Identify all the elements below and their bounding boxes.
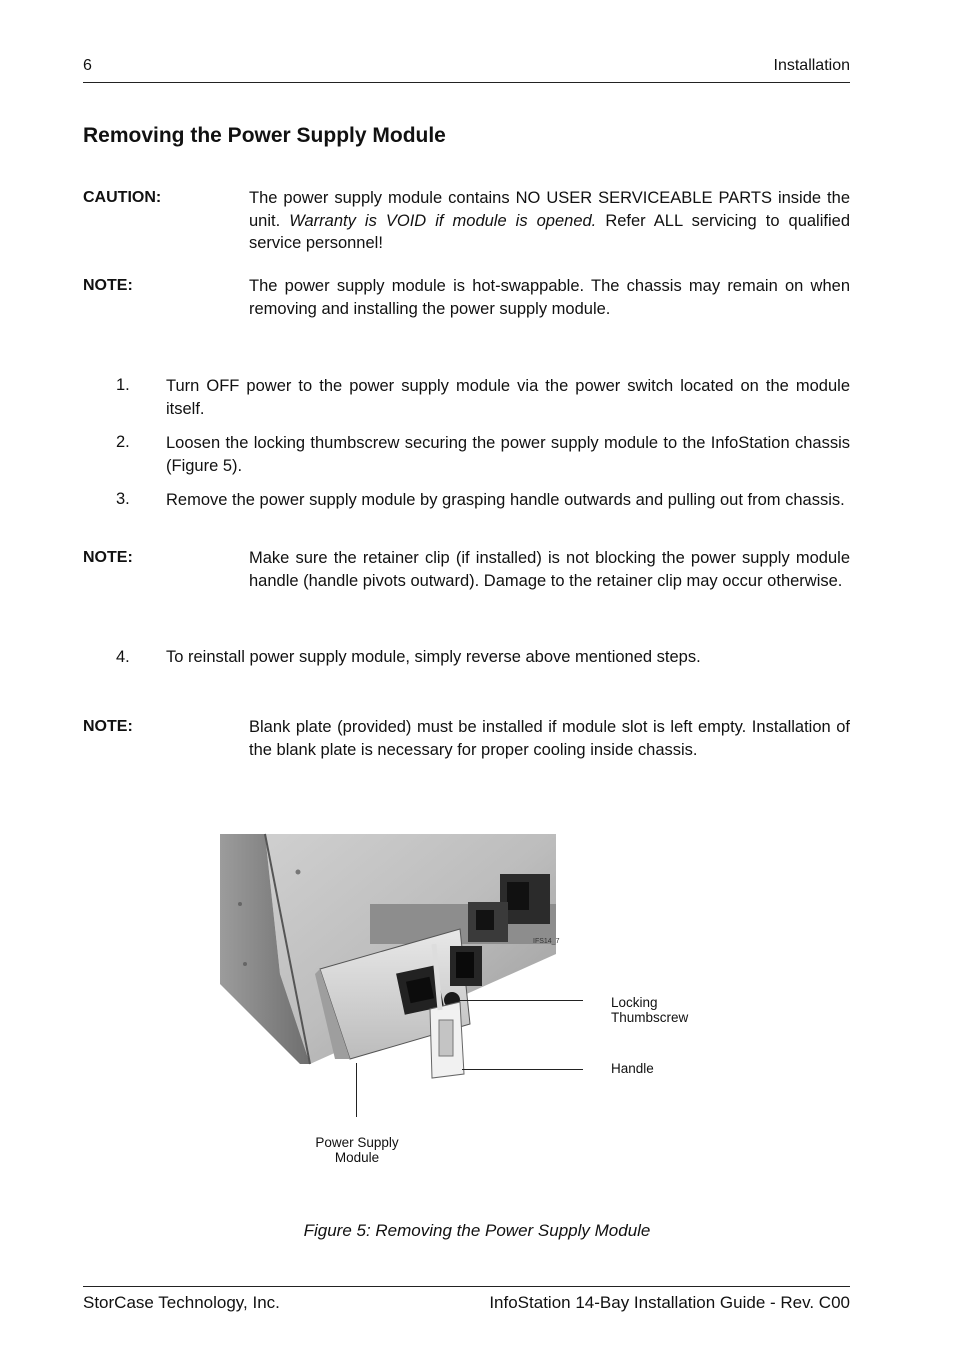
step-text: Remove the power supply module by grasping handle outwards and pulling out from chassis.: [166, 491, 845, 509]
note-text: Make sure the retainer clip (if installed) is not blocking the power supply module handle (handle pivots outward). Damage to the retainer clip may occur otherwise.: [249, 549, 850, 590]
caution-label: CAUTION:: [83, 189, 162, 206]
step-text: Loosen the locking thumbscrew securing the power supply module to the InfoStation chassis (Figure 5).: [166, 434, 850, 475]
power-supply-photo: [220, 834, 560, 1080]
caution-text-italic: Warranty is VOID if module is opened.: [289, 211, 597, 230]
footer-document-title: InfoStation 14-Bay Installation Guide - Rev. C00: [489, 1293, 850, 1312]
note-label: NOTE:: [83, 277, 133, 294]
section-title: Installation: [773, 57, 850, 74]
step-text: To reinstall power supply module, simply reverse above mentioned steps.: [166, 648, 701, 666]
callout-text: Thumbscrew: [611, 1010, 689, 1025]
callout-text: Module: [334, 1150, 380, 1165]
caution-text-a: The power supply module contains NO USER SERVICEABLE PARTS inside the unit.: [249, 189, 850, 230]
callout-line-thumbscrew: [460, 1000, 583, 1001]
callout-text: Power Supply: [315, 1135, 399, 1150]
callout-text: Locking: [611, 995, 658, 1010]
photo-id-label: IFS14_7: [533, 938, 560, 945]
header-rule: [83, 82, 850, 83]
footer-company: StorCase Technology, Inc.: [83, 1293, 280, 1312]
caution-text: [249, 187, 850, 255]
page-number: 6: [83, 57, 92, 74]
callout-line-module: [356, 1063, 357, 1117]
note-text: Blank plate (provided) must be installed if module slot is left empty. Installation of the blank plate is necessary for proper cooling inside chassis.: [249, 718, 850, 759]
note-label: NOTE:: [83, 718, 133, 735]
caution-text-b: Refer ALL servicing to qualified service personnel!: [249, 211, 850, 252]
callout-power-supply-module: [297, 1135, 417, 1165]
figure-caption: Figure 5: Removing the Power Supply Module: [303, 1221, 651, 1240]
step-number: 4.: [116, 648, 130, 666]
note-label: NOTE:: [83, 549, 133, 566]
step-number: 2.: [116, 433, 130, 451]
note-text: The power supply module is hot-swappable. The chassis may remain on when removing and installing the power supply module.: [249, 277, 850, 318]
footer-rule: [83, 1286, 850, 1287]
step-number: 3.: [116, 490, 130, 508]
step-number: 1.: [116, 376, 130, 394]
page-title: Removing the Power Supply Module: [83, 124, 446, 147]
callout-locking-thumbscrew: [611, 995, 688, 1025]
callout-line-handle: [462, 1069, 583, 1070]
step-text: Turn OFF power to the power supply module via the power switch located on the module itself.: [166, 377, 850, 418]
callout-handle: Handle: [611, 1061, 654, 1076]
